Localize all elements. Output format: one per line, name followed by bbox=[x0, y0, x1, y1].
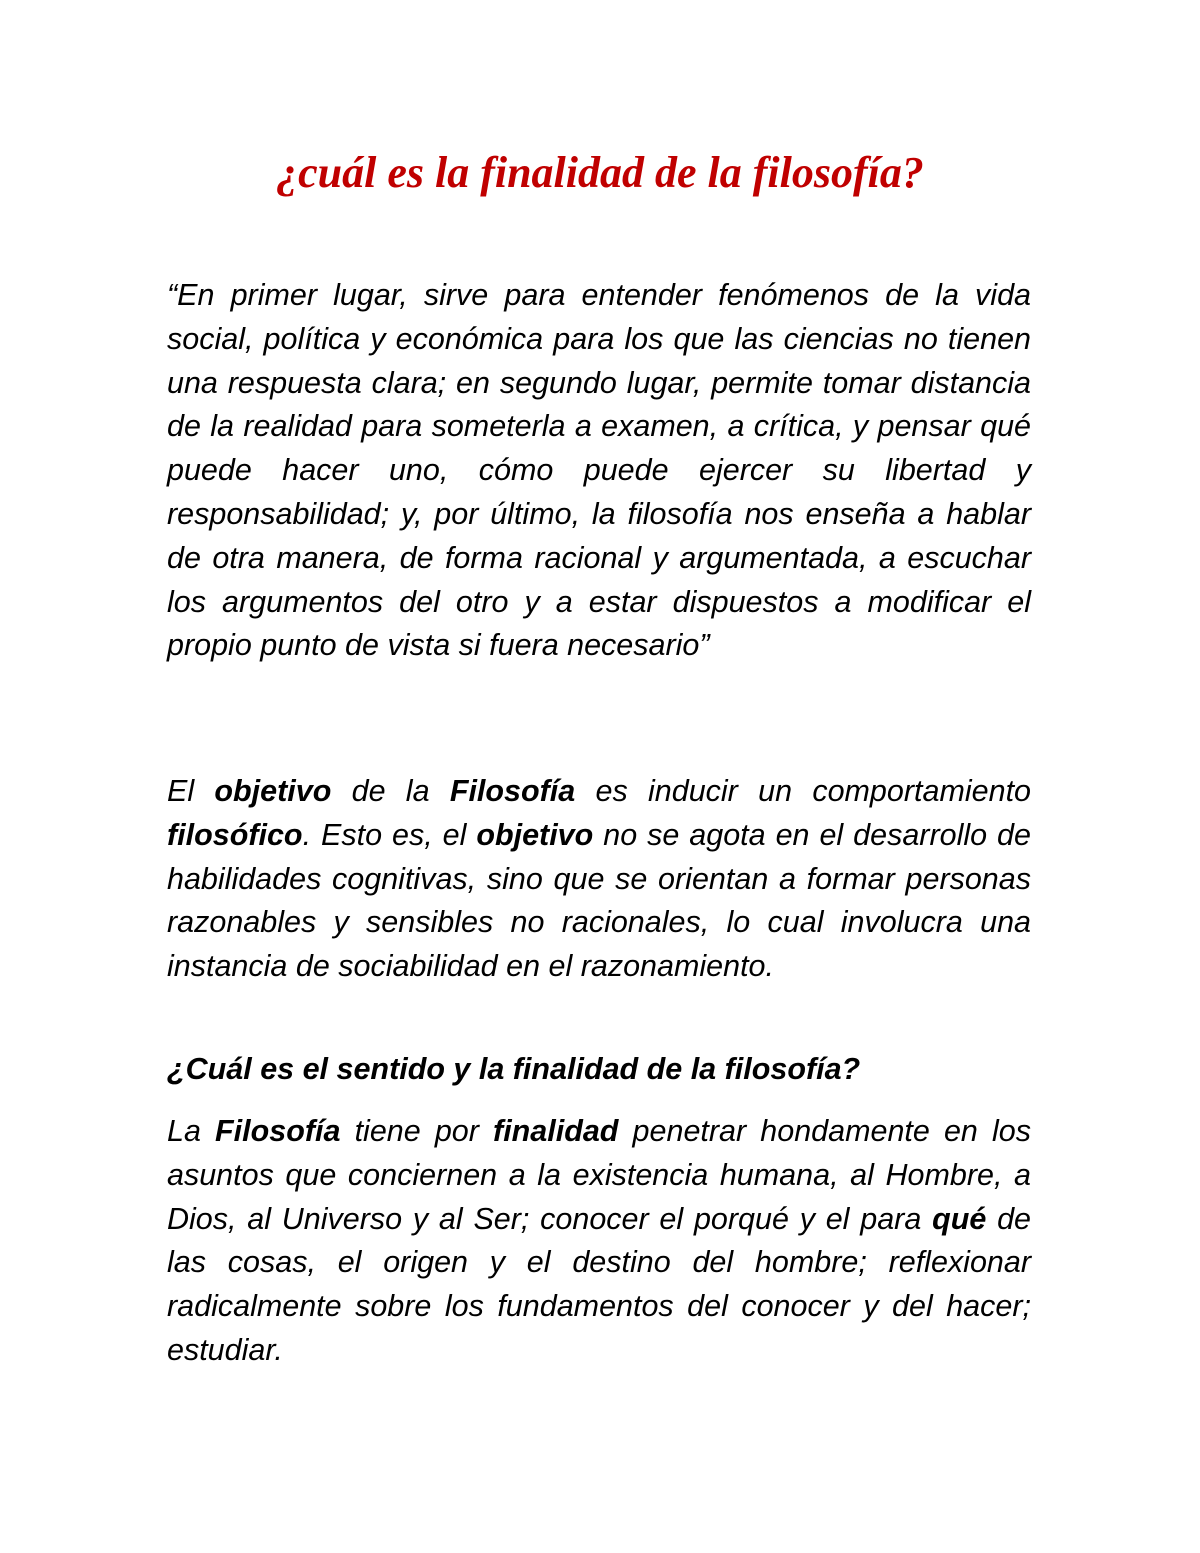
bold-term: qué bbox=[932, 1201, 987, 1236]
finalidad-paragraph bbox=[167, 1110, 1031, 1373]
text-run: de las cosas, el origen y el destino del hombre; reflexionar radicalmente sobre los fundamentos del conocer y del hacer; estudiar. bbox=[167, 1201, 1031, 1367]
text-run: . Esto es, el bbox=[302, 817, 477, 852]
bold-term: objetivo bbox=[476, 817, 594, 852]
text-run: La bbox=[167, 1114, 216, 1148]
section-question-heading: ¿Cuál es el sentido y la finalidad de la filosofía? bbox=[167, 1052, 861, 1086]
bold-term: Filosofía bbox=[215, 1114, 341, 1148]
bold-term: filosófico bbox=[167, 817, 303, 852]
text-run: no se agota en el desarrollo de habilidades cognitivas, sino que se orientan a formar personas razonables y sensibles no racionales, lo cual involucra una instancia de sociabilidad en el razonamiento. bbox=[167, 817, 1031, 984]
text-run: tiene por bbox=[340, 1114, 494, 1148]
bold-term: objetivo bbox=[214, 774, 332, 808]
objetivo-paragraph bbox=[167, 770, 1031, 989]
text-run: El bbox=[167, 774, 215, 808]
quote-paragraph: “En primer lugar, sirve para entender fenómenos de la vida social, política y económica para los que las ciencias no tienen una respuesta clara; en segundo lugar, permite tomar distancia de la realidad para someterla a examen, a crítica, y pensar qué puede hacer uno, cómo puede ejercer su libertad y responsabilidad; y, por último, la filosofía nos enseña a hablar de otra manera, de forma racional y argumentada, a escuchar los argumentos del otro y a estar dispuestos a modificar el propio punto de vista si fuera necesario” bbox=[167, 278, 1031, 663]
text-run: penetrar hondamente en los asuntos que conciernen a la existencia humana, al Hombre, a Dios, al Universo y al Ser; conocer el porqué y el para bbox=[167, 1114, 1031, 1236]
bold-term: finalidad bbox=[493, 1114, 619, 1148]
bold-term: Filosofía bbox=[449, 774, 576, 808]
text-run: es inducir un comportamiento bbox=[575, 774, 1032, 808]
text-run: de la bbox=[331, 774, 450, 808]
page-title: ¿cuál es la finalidad de la filosofía? bbox=[276, 148, 924, 197]
